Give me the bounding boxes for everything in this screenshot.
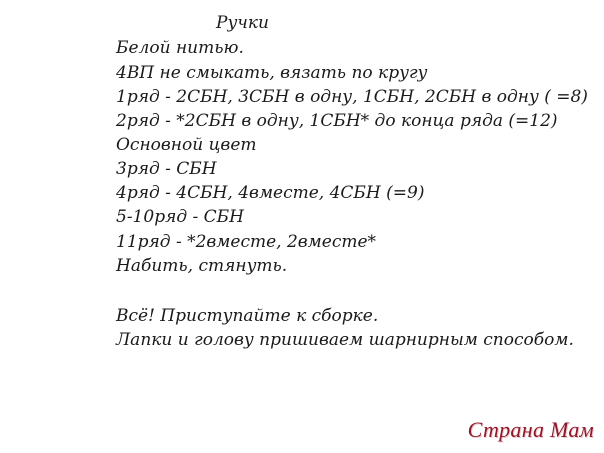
text-line-3: 1ряд - 2СБН, 3СБН в одну, 1СБН, 2СБН в одну ( =8) [116,87,588,107]
page-title: Ручки [216,13,269,33]
text-line-1: Белой нитью. [116,38,244,58]
text-line-4: 2ряд - *2СБН в одну, 1СБН* до конца ряда (=12) [116,111,558,131]
text-line-2: 4ВП не смыкать, вязать по кругу [116,63,428,83]
text-line-7: 4ряд - 4СБН, 4вместе, 4СБН (=9) [116,183,425,203]
text-line-6: 3ряд - СБН [116,159,217,179]
site-watermark: Страна Мам [467,417,594,442]
text-line-10: Набить, стянуть. [116,256,288,276]
text-line-5: Основной цвет [116,135,257,155]
text-line-8: 5-10ряд - СБН [116,207,244,227]
text-line-9: 11ряд - *2вместе, 2вместе* [116,232,377,252]
text-line-12: Лапки и голову пришиваем шарнирным способом. [116,330,574,350]
text-line-11: Всё! Приступайте к сборке. [116,306,379,326]
